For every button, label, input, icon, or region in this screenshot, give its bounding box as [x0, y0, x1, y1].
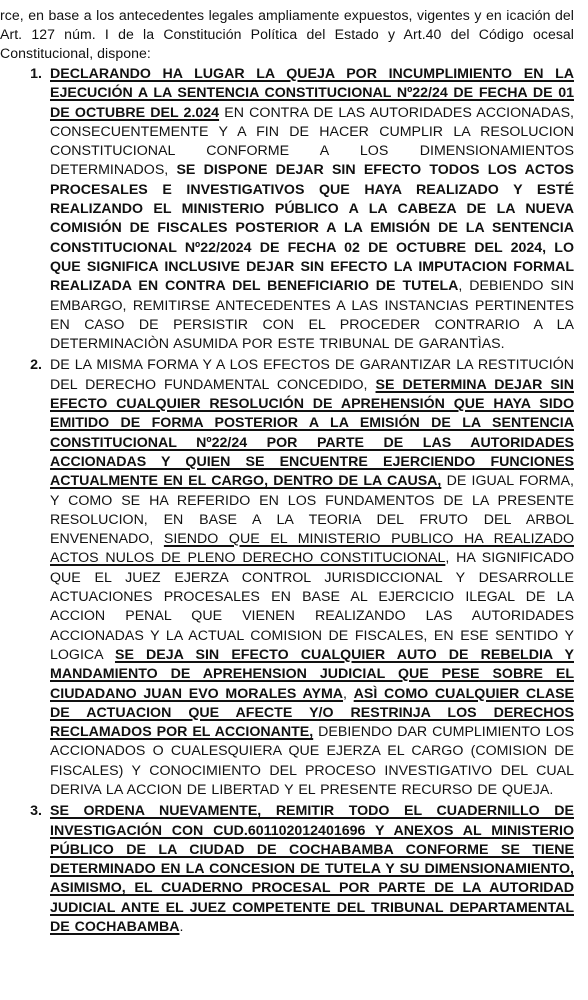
item-text: ,	[343, 685, 354, 702]
resolution-item	[0, 65, 574, 354]
item-body	[50, 356, 574, 800]
item-text: EN CONTRA DE LAS AUTORIDADES ACCIONADAS, CONSECUENTEMENTE Y A FIN DE HACER CUMPLIR LA RESOLUCION CONSTITUCIONAL CONFORME A LOS DIMENSIONAMIENTOS DETERMINADOS,	[50, 104, 574, 179]
item-number: 2.	[30, 357, 42, 374]
item-number: 3.	[30, 803, 42, 820]
item-text: .	[179, 919, 184, 936]
emphasized-text: DECLARANDO HA LUGAR LA QUEJA POR INCUMPLIMIENTO EN LA EJECUCIÓN A LA SENTENCIA CONSTITUCIONAL Nº22/24 DE FECHA DE 01 DE OCTUBRE DEL 2.024	[50, 66, 574, 121]
item-text: DE LA MISMA FORMA Y A LOS EFECTOS DE GARANTIZAR LA RESTITUCIÓN DEL DERECHO FUNDAMENTAL CONCEDIDO,	[50, 357, 574, 393]
item-body	[50, 802, 574, 937]
emphasized-text: SE DISPONE DEJAR SIN EFECTO TODOS LOS ACTOS PROCESALES E INVESTIGATIVOS QUE HAYA REALIZADO Y ESTÉ REALIZANDO EL MINISTERIO PÚBLICO A LA CABEZA DE LA NUEVA COMISIÓN DE FISCALES POSTERIOR A LA EMISIÓN DE LA SENTENCIA CONSTITUCIONAL Nº22/2024 DE FECHA 02 DE OCTUBRE DEL 2024, LO QUE SIGNIFICA INCLUSIVE DEJAR SIN EFECTO LA IMPUTACION FORMAL REALIZADA EN CONTRA DEL BENEFICIARIO DE TUTELA	[50, 162, 574, 295]
emphasized-text: SE DETERMINA DEJAR SIN EFECTO CUALQUIER RESOLUCIÓN DE APREHENSIÓN QUE HAYA SIDO EMITIDO DE FORMA POSTERIOR A LA EMISIÓN DE LA SENTENCIA CONSTITUCIONAL Nº22/24 POR PARTE DE LAS AUTORIDADES ACCIONADAS Y QUIEN SE ENCUENTRE EJERCIENDO FUNCIONES ACTUALMENTE EN EL CARGO, DENTRO DE LA CAUSA,	[50, 376, 574, 490]
resolution-item	[0, 356, 574, 800]
emphasized-text: ASÌ COMO CUALQUIER CLASE DE ACTUACION QUE AFECTE Y/O RESTRINJA LOS DERECHOS RECLAMADOS POR EL ACCIONANTE,	[50, 685, 575, 741]
item-text: , HA SIGNIFICADO QUE EL JUEZ EJERZA CONTROL JURISDICCIONAL Y DESARROLLE ACTUACIONES PROCESALES EN BASE AL EJERCICIO ILEGAL DE LA ACCION PENAL QUE VIENEN REALIZANDO LAS AUTORIDADES ACCIONADAS Y LA ACTUAL COMISION DE FISCALES, EN ESE SENTIDO Y LOGICA	[50, 550, 574, 663]
item-text: SIENDO QUE EL MINISTERIO PUBLICO HA REALIZADO ACTOS NULOS DE PLENO DERECHO CONSTITUCIONAL	[50, 531, 574, 567]
item-text: DE IGUAL FORMA, Y COMO SE HA REFERIDO EN LOS FUNDAMENTOS DE LA PRESENTE RESOLUCION, EN BASE A LA TEORIA DEL FRUTO DEL ARBOL ENVENENADO,	[50, 473, 574, 548]
item-text: DEBIENDO DAR CUMPLIMIENTO LOS ACCIONADOS O CUALESQUIERA QUE EJERZA EL CARGO (COMISION DE FISCALES) Y CONOCIMIENTO DEL PROCESO INVESTIGATIVO DEL CUAL DERIVA LA ACCION DE LIBERTAD Y EL PRESENTE RECURSO DE QUEJA.	[50, 724, 575, 798]
intro-paragraph: rce, en base a los antecedentes legales ampliamente expuestos, vigentes y en icación del Art. 127 núm. I de la Constitución Política del Estado y Art.40 del Código ocesal Constitucional, dispone:	[0, 7, 574, 61]
item-number: 1.	[30, 66, 42, 82]
resolution-item	[0, 802, 574, 937]
resolution-list	[0, 65, 574, 937]
emphasized-text: SE ORDENA NUEVAMENTE, REMITIR TODO EL CUADERNILLO DE INVESTIGACIÓN CON CUD.601102012401696 Y ANEXOS AL MINISTERIO PÚBLICO DE LA CIUDAD DE COCHABAMBA CONFORME SE TIENE DETERMINADO EN LA CONCESION DE TUTELA Y SU DIMENSIONAMIENTO, ASIMISMO, EL CUADERNO PROCESAL POR PARTE DE LA AUTORIDAD JUDICIAL ANTE EL JUEZ COMPETENTE DEL TRIBUNAL DEPARTAMENTAL DE COCHABAMBA	[50, 803, 574, 936]
item-text: , DEBIENDO SIN EMBARGO, REMITIRSE ANTECEDENTES A LAS INSTANCIAS PERTINENTES EN CASO DE PERSISTIR CON EL PROCEDER CONTRARIO A LA DETERMINACIÒN ASUMIDA POR ESTE TRIBUNAL DE GARANTÌAS.	[50, 278, 574, 353]
item-body	[50, 65, 574, 354]
emphasized-text: SE DEJA SIN EFECTO CUALQUIER AUTO DE REBELDIA Y MANDAMIENTO DE APREHENSION JUDICIAL QUE PESE SOBRE EL CIUDADANO JUAN EVO MORALES AYMA	[50, 646, 574, 702]
